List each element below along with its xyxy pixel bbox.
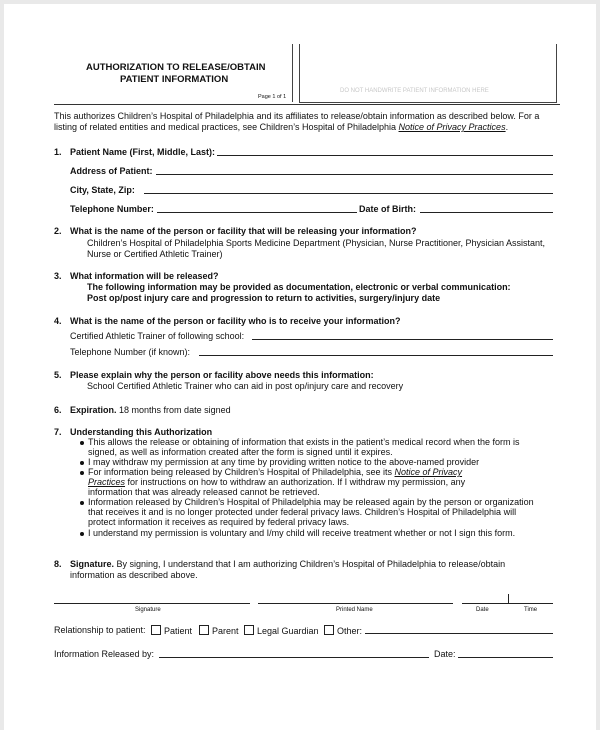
privacy-notice-link-3[interactable]: Practices [88, 477, 126, 487]
dob-label: Date of Birth: [359, 204, 416, 214]
city-label: City, State, Zip: [70, 185, 135, 195]
bullet [80, 441, 84, 445]
checkbox-icon[interactable] [244, 625, 254, 635]
date-time-divider [508, 594, 509, 604]
releasing-question: What is the name of the person or facility that will be releasing your information? [70, 226, 417, 236]
city-field[interactable] [144, 193, 553, 194]
telephone-field[interactable] [157, 212, 357, 213]
address-label: Address of Patient: [70, 166, 153, 176]
checkbox-parent[interactable]: Parent [199, 625, 239, 637]
understanding-title: Understanding this Authorization [70, 427, 213, 437]
reason-question: Please explain why the person or facility above needs this information: [70, 370, 374, 380]
bullet [80, 461, 84, 465]
bullet [80, 532, 84, 536]
info-released-question: What information will be released? [70, 271, 219, 281]
receiving-question: What is the name of the person or facility who is to receive your information? [70, 316, 401, 326]
relationship-label: Relationship to patient: [54, 625, 146, 635]
dob-field[interactable] [420, 212, 553, 213]
other-field[interactable] [365, 633, 553, 634]
signature-field[interactable] [54, 603, 250, 604]
receiver-phone-field[interactable] [199, 355, 553, 356]
checkbox-icon[interactable] [324, 625, 334, 635]
bullet [80, 471, 84, 475]
header-divider [292, 44, 293, 102]
released-by-label: Information Released by: [54, 649, 155, 659]
released-date-field[interactable] [458, 657, 553, 658]
checkbox-icon[interactable] [151, 625, 161, 635]
intro-line2: listing of related entities and medical practices, see Children’s Hospital of Philadelphia Notice of Privacy Practices. [54, 122, 509, 132]
intro-line1: This authorizes Children’s Hospital of Philadelphia and its affiliates to release/obtain information as described below. For a [54, 111, 540, 121]
telephone-label: Telephone Number: [70, 204, 154, 214]
signature-statement: Signature. By signing, I understand that I am authorizing Children’s Hospital of Philadelphia to release/obtain [70, 559, 506, 569]
header-rule [54, 104, 560, 105]
bullet [80, 501, 84, 505]
privacy-notice-link-2[interactable]: Notice of Privacy [394, 467, 463, 477]
privacy-notice-link[interactable]: Notice of Privacy Practices [398, 122, 506, 132]
checkbox-patient[interactable]: Patient [151, 625, 192, 637]
checkbox-other[interactable]: Other: [324, 625, 362, 637]
school-field[interactable] [252, 339, 553, 340]
released-by-field[interactable] [159, 657, 429, 658]
printed-name-field[interactable] [258, 603, 453, 604]
expiration: Expiration. 18 months from date signed [70, 405, 231, 415]
checkbox-icon[interactable] [199, 625, 209, 635]
patient-name-field[interactable] [217, 155, 553, 156]
patient-name-label: Patient Name (First, Middle, Last): [70, 147, 216, 157]
patient-label-box [299, 44, 557, 103]
form-page: AUTHORIZATION TO RELEASE/OBTAIN PATIENT INFORMATION Page 1 of 1 DO NOT HANDWRITE PATIENT INFORMATION HERE This authorizes Children’s Hospital of Philadelphia and its affiliates to release/obtain information as described below. For a listing of related entities and medical practices, see Children’s Hospital of Philadelphia Notice of Privacy Practices. 1. Patient Name (First, Middle, Last): Address of Patient: City, State, Zip: Telephone Number: Date of Birth: 2. What is the name of the person or facility that will be releasing your information? Children’s Hospital of Philadelphia Sports Medicine Department (Physician, Nurse Practitioner, Physician Assistant, Nurse or Certified Athletic Trainer) 3. What information will be released? The following information may be provided as documentation, electronic or verbal communication: Post op/post injury care and progression to return to activities, surgery/injury date 4. What is the name of the person or facility who is to receive your information? Certified Athletic Trainer of following school: Telephone Number (if known): 5. Please explain why the person or facility above needs this information: School Certified Athletic Trainer who can aid in post op/injury care and recovery 6. Expiration. 18 months from date signed 7. Understanding this Authorization This allows the release or obtaining of information that exists in the patient’s medical record when the form is signed, as well as information created after the form is signed until it expires. I may withdraw my permission at any time by providing written notice to the above-named provider For information being released by Children’s Hospital of Philadelphia, see its Notice of Privacy Practices for instructions on how to withdraw an authorization. If I withdraw my permission, any information that was already released cannot be retrieved. Information released by Children’s Hospital of Philadelphia may be released again by the person or organization that receives it and is no longer protected under federal privacy laws. Children’s Hospital of Philadelphia will protect information it receives as required by federal privacy laws. I understand my permission is voluntary and I/my child will receive treatment whether or not I sign this form. 8. Signature. By signing, I understand that I am authorizing Children’s Hospital of Philadelphia to release/obtain information as described above. Signature Printed Name Date Time Relationship to patient: Patient Parent Legal Guardian Other: Information Released by: Date: [4, 4, 596, 730]
form-title-line1: AUTHORIZATION TO RELEASE/OBTAIN [86, 62, 266, 73]
released-date-label: Date: [434, 649, 456, 659]
checkbox-legal-guardian[interactable]: Legal Guardian [244, 625, 319, 637]
form-title-line2: PATIENT INFORMATION [120, 74, 229, 85]
page-indicator: Page 1 of 1 [258, 94, 287, 100]
box-watermark: DO NOT HANDWRITE PATIENT INFORMATION HERE [340, 88, 489, 94]
address-field[interactable] [156, 174, 553, 175]
